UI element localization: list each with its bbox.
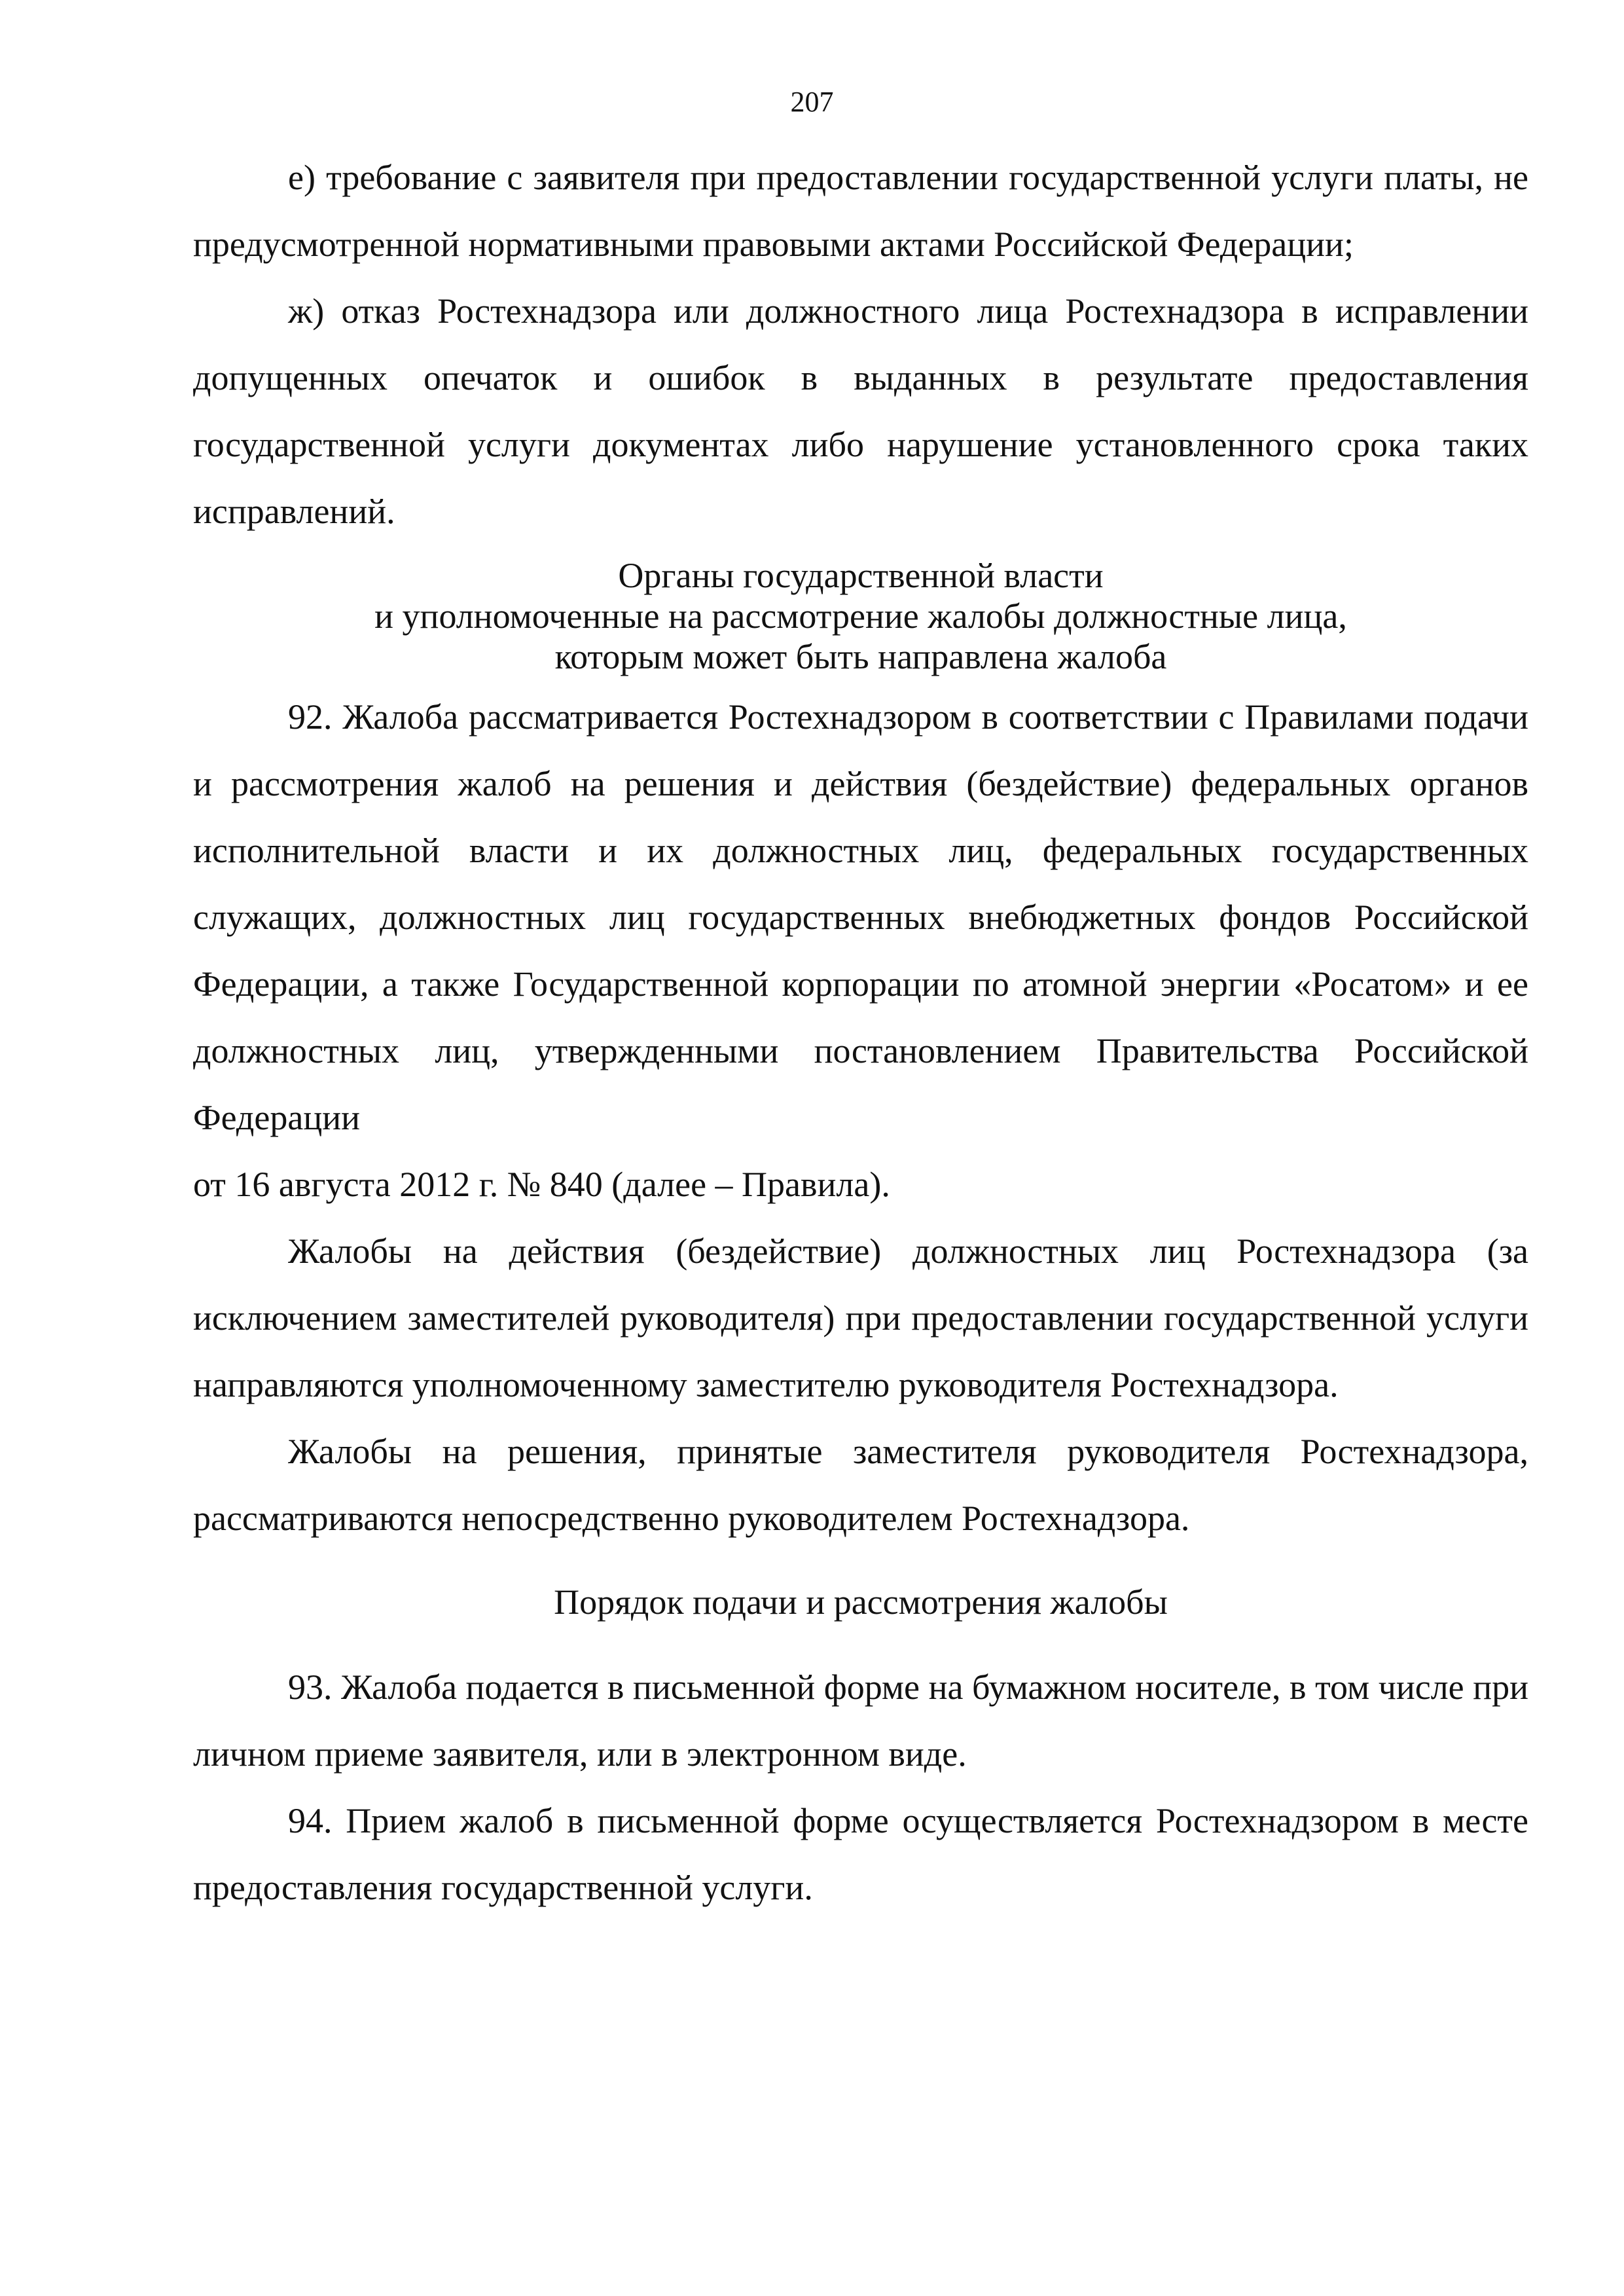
section-heading-organs <box>193 555 1528 677</box>
section-heading-organs-line2: и уполномоченные на рассмотрение жалобы должностные лица, <box>374 596 1347 636</box>
paragraph-complaints-officials: Жалобы на действия (бездействие) должностных лиц Ростехнадзора (за исключением заместителей руководителя) при предоставлении государственной услуги направляются уполномоченному заместителю руководителя Ростехнадзора. <box>193 1231 1528 1404</box>
paragraph-92-tail: от 16 августа 2012 г. № 840 (далее – Правила). <box>193 1165 890 1204</box>
paragraph-93: 93. Жалоба подается в письменной форме на бумажном носителе, в том числе при личном приеме заявителя, или в электронном виде. <box>193 1667 1528 1774</box>
document-body <box>193 144 1528 1921</box>
paragraph-complaints-decisions: Жалобы на решения, принятые заместителя руководителя Ростехнадзора, рассматриваются непосредственно руководителем Ростехнадзора. <box>193 1432 1528 1538</box>
section-heading-organs-line3: которым может быть направлена жалоба <box>554 637 1167 676</box>
page-number: 207 <box>790 86 834 118</box>
paragraph-item-zh: ж) отказ Ростехнадзора или должностного лица Ростехнадзора в исправлении допущенных опечаток и ошибок в выданных в результате предоставления государственной услуги документах либо нарушение установленного срока таких исправлений. <box>193 291 1528 531</box>
paragraph-94: 94. Прием жалоб в письменной форме осуществляется Ростехнадзором в месте предоставления государственной услуги. <box>193 1801 1528 1907</box>
section-heading-organs-line1: Органы государственной власти <box>618 556 1104 595</box>
section-heading-procedure: Порядок подачи и рассмотрения жалобы <box>554 1582 1168 1622</box>
paragraph-item-e: е) требование с заявителя при предоставлении государственной услуги платы, не предусмотренной нормативными правовыми актами Российской Федерации; <box>193 158 1528 264</box>
paragraph-92: 92. Жалоба рассматривается Ростехнадзором в соответствии с Правилами подачи и рассмотрения жалоб на решения и действия (бездействие) федеральных органов исполнительной власти и их должностных лиц, федеральных государственных служащих, должностных лиц государственных внебюджетных фондов Российской Федерации, а также Государственной корпорации по атомной энергии «Росатом» и ее должностных лиц, утвержденными постановлением Правительства Российской Федерации <box>193 697 1528 1137</box>
